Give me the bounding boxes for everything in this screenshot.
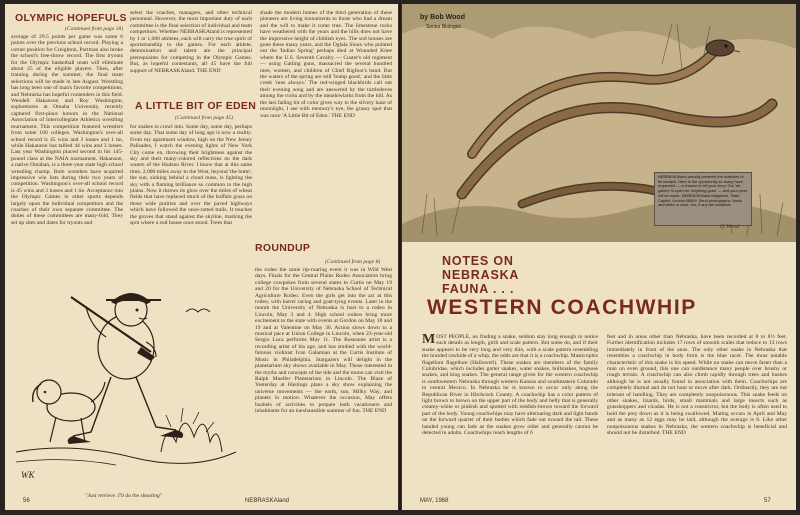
left-page — [5, 4, 398, 510]
coachwhip-body-col2: feet and in areas other than Nebraska, have been recorded at 8 to 8½ feet. Further identification includes 17 rows of smooth scales that reduce to 13 rows immediately in front of the anus. The only other snake in Nebraska that resembles a coachwhip in body form is the blue racer. The most notable characteristic of this snake is his speed. While no snake can move faster than a man on even ground, this one can outdistance many people over brushy or rough terrain. A coachwhip can also climb rapidly through trees and bushes although he is not usually found in association with them. Coachwhips are completely diurnal and do not hunt or move after dark. Ordinarily, they are not tolerant of handling. They are completely nonpoisonous. This snake feeds on other snakes, lizards, birds, small mammals and large insects such as grasshoppers and cicadas. He is not a constrictor, but the body is often used to hold the prey down as it is being swallowed. Mating occurs in April and May and as many as 12 eggs may be laid, although the average is 8. Like other nonpoisonous snakes in Nebraska, the western coachwhip is beneficial and should not be disturbed. THE END — [607, 334, 787, 437]
eden-body: for snakes to crawl into. Some day, some day, perhaps some day. That some day of long ago is now a reality. From my apartment window, high on the New Jersey Palisades, I watch the evening lights of New York City come on, throwing their brightness against the sky and their many-colored reflections on the dark waters of the Hudson River. I know that at this same time, 2,000 miles away to the West, beyond 'the butte', the sun, sinking behind a cloud mass, is lighting the sky with a flaming brilliance so common to the high plains. Now it throws its glow over the miles of wheat fields that have replaced much of the buffalo grass on those wide prairies and over the paved highways which have followed the once-rutted trails. It touches the groves that stand against the skyline, marking the spot where a sod house once stood. Trees that — [130, 124, 252, 227]
reader-submission-note: NEBRASKAland proudly presents the sketches of its readers. Here is the opportunity so many have requested — a chance to tell your story. Our 'art gallery' is open for 'Anything goes' — and your prize will be made. NEBRASKAland Magazine, State Capitol, Lincoln 68509. Send photographs, black and white or color, too, if any are available. — [654, 172, 752, 226]
byline-title: Senior Biologist — [426, 24, 461, 30]
hunting-cartoon — [11, 252, 241, 487]
olympic-body-col2: select the coaches, managers, and other technical personnel. However, the most important duty of each committee is the final selection of individual and team competitors. Whether NEBRASKAland is represented by 1 or 1,000 athletes, each will carry the true spirit of sportsmanship to the games. For each athlete, determination and talent are the principal prerequisites for competing in the Olympic Games. But, as hopeful contestants, all 45 have the full support of NEBRASKAland. THE END — [130, 10, 252, 74]
folio-left-number: 56 — [23, 498, 30, 504]
notes-line-1: NOTES ON — [442, 254, 514, 268]
eden-continued: (Continued from page 45) — [175, 115, 234, 121]
roundup-heading: ROUNDUP — [255, 242, 311, 254]
coachwhip-body-col1 — [422, 334, 598, 496]
folio-right-number: 57 — [764, 498, 771, 504]
roundup-body: the rodeo the same rip-roaring event it was in Wild West days. Finals for the Central Plains Rodeo Association bring college cowpokes from several states to Curtis on May 19 and 20 for the University of Nebraska School of Technical Agriculture Rodeo. Even the girls get into the act at this rodeo, with barrel racing and goat-tying events. Later in the month the University of Nebraska is host to a rodeo in Lincoln, May 3 and 4. High school rodeos bring more excitement to the state with events at Gordon on May 18 and 19 and at Valentine on May 30. Action slows down to a musical pace at Union College in Lincoln, when 23-year-old Sergio Luca performs May 11. The Roseanne artist is a recording artist of his age, and has studied with the world-famous violinist Ivan Galamian at the Curtis Institute of Music in Philadelphia. Stargazers will delight in the planetarium sky shows available in May. Those interested in the myths and concepts of the tide and the moon can visit the Ralph Mueller Planetarium in Lincoln. The Blaze of Yesterday at Hastings plans a sky show explaining the universe movements — the earth, sun, Milky Way, and planets in motion. Whatever the occasion, May offers bushels of activities to prepare both vacationers and inhabitants for an inexhaustible summer of fun. THE END — [255, 267, 392, 414]
cartoon-caption: "Just retrieve. I'll do the shooting" — [85, 493, 163, 499]
coachwhip-body-text1: OST PEOPLE, on finding a snake, seldom stay long enough to notice such details as length, girth and scale pattern. But some do, and if their snake appears to be very long and very thin, with a scale pattern resembling the braided rawhide of a whip, the odds are that it is a coachwhip. Masticophis flagellum flagellum (Hallowell). These snakes are members of the family Colubridae, which includes garter snakes, water snakes, bullsnakes, hognose snakes, and king snakes. The general range given for the western coachwhip is southwestern Nebraska through western Kansas and southeastern Colorado to central Mexico. In Nebraska he is known to occur only along the Republican River in Hitchcock County. A coachwhip has a color pattern of light brown to brown on the upper part of the body and belly that is generally creamy-white or pinkish and spotted with reddish-brown toward the forward part of the body. Young coachwhips may have alternating dark and light bands on the forward quarter of their bodies which fade out toward the tail. These banded young can fade as the snakes grow older and generally cannot be detected in adults. Coachwhips reach lengths of 6 — [422, 334, 598, 437]
article-title: WESTERN COACHWHIP — [427, 296, 697, 319]
illustration-signature: Q.Wood — [720, 224, 740, 230]
byline: by Bob Wood — [420, 14, 465, 21]
roundup-continued: (Continued from page 8) — [325, 259, 381, 265]
eden-heading: A LITTLE BIT OF EDEN — [135, 100, 257, 112]
olympic-body: average of 29.5 points per game was some 6 points over the previous school record. Playing a corner position for Creighton, Portman also broke the school's free-throw record. The first tryouts for the Olympic basketball team will eliminate about 25 of the eligible players. Then, after training during the summer, the final team selections will be made in late August. Wrestling has long been one of man's favorite competitions, and Nebraska has hopeful contenders in this field. Wendell Hakanson and Roy Washington, sophomores at Omaha University, recently captured first-place honors in the National Association of Intercollegiate Athletics wrestling tournament. This competition featured wrestlers from some 100 colleges. Washington's over-all school record is 45 wins and 3 losses and 1 tie, while Hakanson has tallied 44 wins and 3 losses. Last year Washington placed second in his 145-pound class at the NAIA tournament. Hakanson, a native Omahan, is a three-year state high school wrestling champ. Both wrestlers have acquired impressive win lists during their two years of competition. Washington's over-all school record is 45 wins and 3 losses and 1 tie. Acceptance into the Olympic Games in other sports depends largely upon the individual competitors and the coaches of their own separate committee. The duties of these committees are many-fold. They set up sites and dates for tryouts and — [11, 34, 123, 226]
olympic-continued: (Continued from page 18) — [65, 26, 124, 32]
cartoon-signature: WK — [21, 470, 35, 480]
notes-line-2: NEBRASKA — [442, 268, 520, 282]
notes-heading — [442, 254, 519, 296]
folio-left-magazine: NEBRASKAland — [245, 498, 290, 504]
drop-cap: M — [422, 334, 436, 347]
notes-line-3: FAUNA . . . — [442, 282, 515, 296]
right-page — [402, 4, 796, 510]
folio-right-date: MAY, 1968 — [420, 498, 449, 504]
olympic-heading: OLYMPIC HOPEFULS — [15, 12, 127, 24]
eden-body-col3: shade the modern homes of the third generation of these pioneers are living monuments to those who had a dream and the will to make it come true. The limestone rocks have weathered with the years and the hills does not have the impressive height of childish eyes. The sod houses are gone these many years, and the Oglala Sioux who pointed out the 'Indian Spring' perhaps died at Wounded Knee where the U.S. Seventh Cavalry — Custer's old regiment — using Gatling guns, massacred the several hundred men, women, and children of Chief Bigfoot's band. But the waters of the spring are still 'bomp good,' and the little creek 'runs always.' The red-winged blackbirds call out their evening song and are answered by the turtledoves among the rocks and by the meadowlarks from the hill. As the last fading bit of color gives way to the silvery haze of moonlight, I see with memory's eye, the grassy spot that was once 'A Little Bit of Eden.' THE END — [260, 10, 392, 119]
